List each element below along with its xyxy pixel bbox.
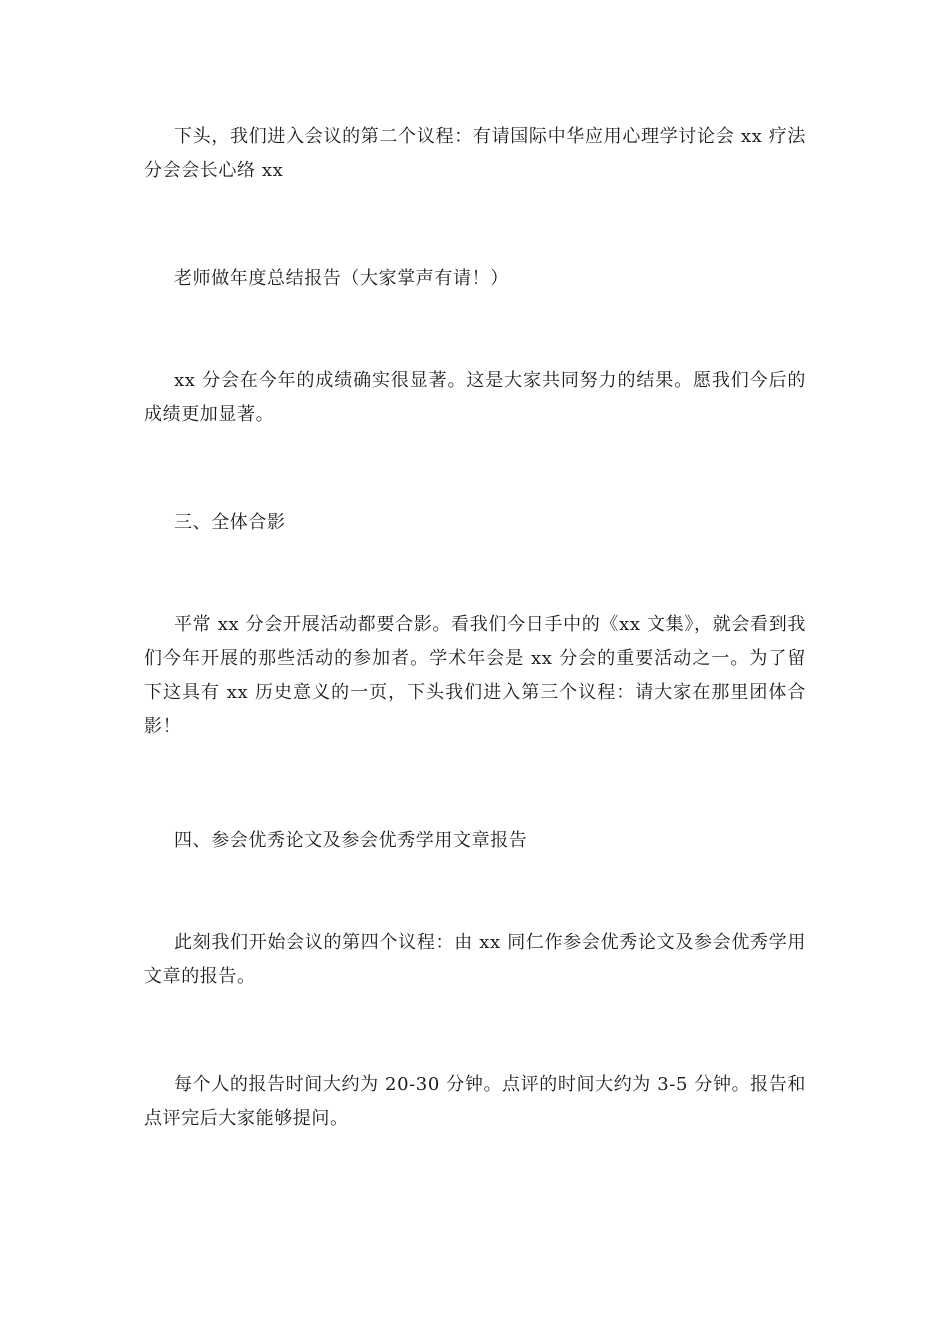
paragraph-second-agenda: 下头，我们进入会议的第二个议程：有请国际中华应用心理学讨论会 xx 疗法分会会长心络 xx: [144, 126, 806, 181]
section-heading-group-photo: 三、全体合影: [174, 512, 286, 533]
paragraph-report-timing: 每个人的报告时间大约为 20-30 分钟。点评的时间大约为 3-5 分钟。报告和点评完后大家能够提问。: [144, 1074, 806, 1129]
paragraph-teacher-report: 老师做年度总结报告（大家掌声有请！）: [174, 268, 509, 289]
paragraph-group-photo: 平常 xx 分会开展活动都要合影。看我们今日手中的《xx 文集》，就会看到我们今年开展的那些活动的参加者。学术年会是 xx 分会的重要活动之一。为了留下这具有 xx 历史意义的一页，下头我们进入第三个议程：请大家在那里团体合影！: [144, 614, 806, 737]
paragraph-achievements: xx 分会在今年的成绩确实很显著。这是大家共同努力的结果。愿我们今后的成绩更加显著。: [144, 370, 806, 425]
paragraph-fourth-agenda: 此刻我们开始会议的第四个议程：由 xx 同仁作参会优秀论文及参会优秀学用文章的报告。: [144, 932, 806, 987]
section-heading-papers-report: 四、参会优秀论文及参会优秀学用文章报告: [174, 830, 528, 851]
